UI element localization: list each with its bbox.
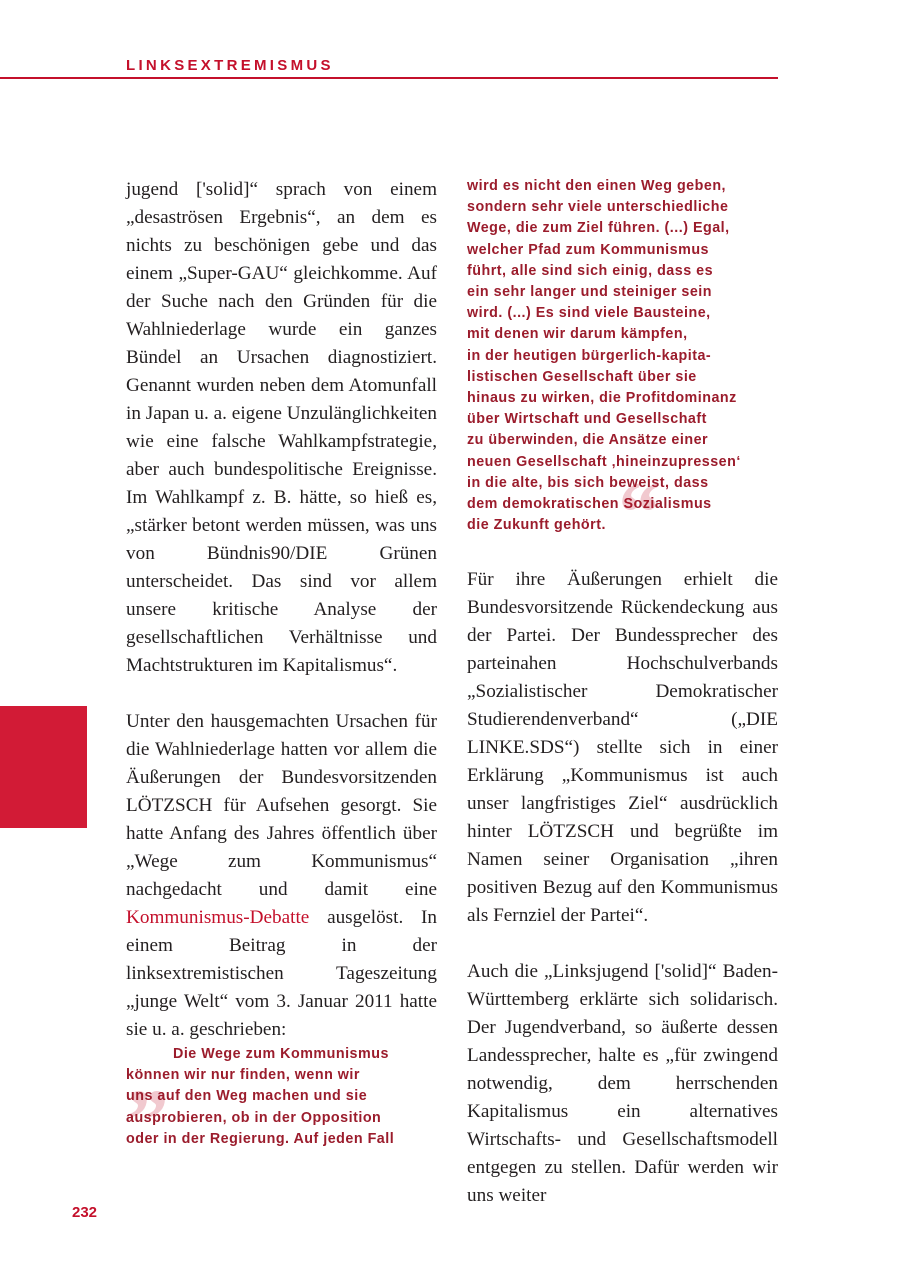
running-header: LINKSEXTREMISMUS — [126, 57, 334, 74]
quote-line: hinaus zu wirken, die Profitdominanz — [467, 390, 737, 407]
quote-line: die Zukunft gehört. — [467, 517, 606, 534]
header-rule — [0, 77, 778, 79]
quote-line: welcher Pfad zum Kommunismus — [467, 241, 710, 258]
pull-quote-start — [126, 1044, 446, 1150]
quote-line: oder in der Regierung. Auf jeden Fall — [126, 1130, 395, 1147]
paragraph-text: Unter den hausgemachten Ursachen für die Wahlniederlage hatten vor allem die Äußerungen der Bundesvorsitzenden LÖTZSCH für Aufsehen gesorgt. Sie hatte Anfang des Jahres öffentlich über „Wege zum Kommunismus“ nachgedacht und damit eine — [126, 711, 437, 900]
right-column — [467, 566, 778, 1210]
quote-line: Wege, die zum Ziel führen. (...) Egal, — [467, 220, 730, 237]
quote-line: können wir nur finden, wenn wir — [126, 1067, 360, 1084]
body-paragraph: jugend ['solid]“ sprach von einem „desaströsen Ergebnis“, an dem es nichts zu beschönigen gebe und das einem „Super-GAU“ gleichkomme. Auf der Suche nach den Gründen für die Wahlniederlage wurde ein ganzes Bündel an Ursachen diagnostiziert. Genannt wurden neben dem Atomunfall in Japan u. a. eigene Unzulänglichkeiten wie eine falsche Wahlkampfstrategie, aber auch bundespolitische Ereignisse. Im Wahlkampf z. B. hätte, so hieß es, „stärker betont werden müssen, was uns von Bündnis90/DIE Grünen unterscheidet. Das sind vor allem unsere kritische Analyse der gesellschaftlichen Verhältnisse und Machtstrukturen im Kapitalismus“. — [126, 179, 437, 676]
body-paragraph: Auch die „Linksjugend ['solid]“ Baden-Württemberg erklärte sich solidarisch. Der Jugendverband, so äußerte dessen Landessprecher, halte es „für zwingend notwendig, dem herrschenden Kapitalismus ein alternatives Wirtschafts- und Gesellschaftsmodell entgegen zu stellen. Dafür werden wir uns weiter — [467, 961, 778, 1206]
quote-line: zu überwinden, die Ansätze einer — [467, 432, 709, 449]
open-quote-mark: „ — [130, 1027, 174, 1124]
quote-line: in der heutigen bürgerlich-kapita- — [467, 347, 712, 364]
quote-line: wird. (...) Es sind viele Bausteine, — [467, 305, 711, 322]
body-paragraph — [126, 708, 437, 1044]
quote-line: sondern sehr viele unterschiedliche — [467, 199, 729, 216]
left-column — [126, 176, 437, 1044]
quote-line: Die Wege zum Kommunismus — [173, 1046, 389, 1062]
quote-line: ausprobieren, ob in der Opposition — [126, 1109, 382, 1126]
quote-line: ein sehr langer und steiniger sein — [467, 284, 713, 301]
quote-line: neuen Gesellschaft ‚hineinzupressen‘ — [467, 453, 741, 470]
page-number: 232 — [72, 1204, 98, 1221]
quote-line: über Wirtschaft und Gesellschaft — [467, 411, 707, 428]
paragraph-text: ausgelöst. In einem Beitrag in der linksextremistischen Tageszeitung „junge Welt“ vom 3. Januar 2011 hatte sie u. a. geschrieben: — [126, 907, 437, 1040]
quote-line: in die alte, bis sich beweist, dass — [467, 474, 709, 491]
chapter-marker-block — [0, 706, 87, 828]
quote-line: führt, alle sind sich einig, dass es — [467, 262, 714, 279]
glossary-term-link[interactable]: Kommunismus-Debatte — [126, 907, 310, 928]
quote-line: dem demokratischen Sozialismus — [467, 496, 712, 513]
quote-line: uns auf den Weg machen und sie — [126, 1088, 368, 1105]
quote-line: mit denen wir darum kämpfen, — [467, 326, 688, 343]
quote-line: wird es nicht den einen Weg geben, — [467, 178, 727, 194]
close-quote-mark: “ — [614, 465, 658, 562]
body-paragraph: Für ihre Äußerungen erhielt die Bundesvorsitzende Rückendeckung aus der Partei. Der Bundessprecher des parteinahen Hochschulverbands „Sozialistischer Demokratischer Studierendenverband“ („DIE LINKE.SDS“) stellte sich in einer Erklärung „Kommunismus ist auch unser langfristiges Ziel“ ausdrücklich hinter LÖTZSCH und begrüßte im Namen seiner Organisation „ihren positiven Bezug auf den Kommunismus als Fernziel der Partei“. — [467, 569, 778, 926]
quote-line: listischen Gesellschaft über sie — [467, 368, 697, 385]
